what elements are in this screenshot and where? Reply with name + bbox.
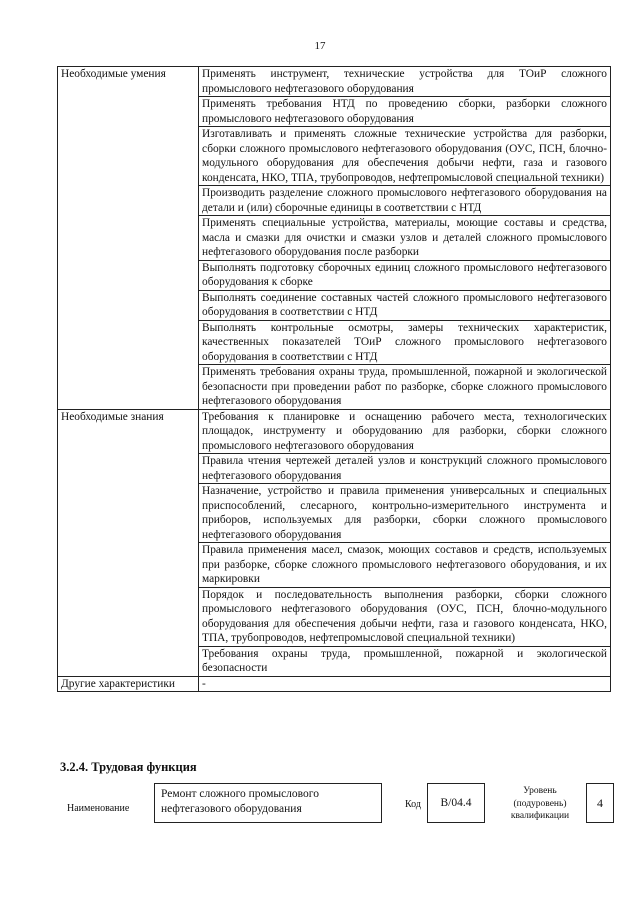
name-label: Наименование (67, 803, 130, 814)
level-value: 4 (586, 783, 614, 823)
section-label: Другие характеристики (58, 676, 199, 692)
requirement-cell: Применять инструмент, технические устройства для ТОиР сложного промыслового нефтегазового оборудования (199, 67, 611, 97)
requirement-cell: Выполнять соединение составных частей сложного промыслового нефтегазового оборудования в соответствии с НТД (199, 290, 611, 320)
page-number: 17 (314, 40, 326, 52)
code-label: Код (405, 799, 421, 810)
requirement-cell: Выполнять контрольные осмотры, замеры технических характеристик, качественных показателей ТОиР сложного промыслового нефтегазового оборудования в соответствии с НТД (199, 320, 611, 365)
level-label: Уровень (подуровень) квалификации (510, 786, 570, 821)
requirement-cell: Порядок и последовательность выполнения разборки, сборки сложного промыслового нефтегазового оборудования (ОУС, ПСН, блочно-модульного оборудования для обеспечения добычи нефти, газа и газового конденсата, НКО, ТПА, трубопроводов, нефтепромысловой специальной техники) (199, 587, 611, 646)
labor-function-header (60, 783, 620, 843)
requirement-cell: Производить разделение сложного промыслового нефтегазового оборудования на детали и (или) сборочные единицы в соответствии с НТД (199, 186, 611, 216)
requirement-cell: Правила применения масел, смазок, моющих составов и средств, используемых при разборке, сборке сложного промыслового нефтегазового оборудования, и их маркировки (199, 543, 611, 588)
code-value: В/04.4 (427, 783, 485, 823)
section-title: 3.2.4. Трудовая функция (60, 760, 197, 774)
requirement-cell: Применять требования НТД по проведению сборки, разборки сложного промыслового нефтегазового оборудования (199, 97, 611, 127)
requirement-cell: Требования к планировке и оснащению рабочего места, технологических площадок, инструменту и оборудованию для разборки, сборки сложного промыслового нефтегазового оборудования (199, 409, 611, 454)
table-row (58, 409, 611, 454)
table-row (58, 676, 611, 692)
requirement-cell: Применять специальные устройства, материалы, моющие составы и средства, масла и смазки для очистки и смазки узлов и деталей сложного промыслового нефтегазового оборудования после разборки (199, 216, 611, 261)
name-value: Ремонт сложного промыслового нефтегазового оборудования (154, 783, 382, 823)
requirement-cell: Выполнять подготовку сборочных единиц сложного промыслового нефтегазового оборудования к сборке (199, 260, 611, 290)
competency-table (57, 66, 611, 692)
requirement-cell: Правила чтения чертежей деталей узлов и конструкций сложного промыслового нефтегазового оборудования (199, 454, 611, 484)
requirement-cell: - (199, 676, 611, 692)
requirement-cell: Применять требования охраны труда, промышленной, пожарной и экологической безопасности при проведении работ по разборке, сборке сложного промыслового нефтегазового оборудования (199, 365, 611, 410)
section-label: Необходимые знания (58, 409, 199, 676)
table-row (58, 67, 611, 97)
section-label: Необходимые умения (58, 67, 199, 410)
requirement-cell: Изготавливать и применять сложные технические устройства для разборки, сборки сложного промыслового нефтегазового оборудования (ОУС, ПСН, блочно-модульного оборудования для обеспечения добычи нефти, газа и газового конденсата, НКО, ТПА, трубопроводов, нефтепромысловой специальной техники) (199, 127, 611, 186)
requirement-cell: Требования охраны труда, промышленной, пожарной и экологической безопасности (199, 646, 611, 676)
requirement-cell: Назначение, устройство и правила применения универсальных и специальных приспособлений, слесарного, контрольно-измерительного инструмента и приборов, используемых для разборки, сборки сложного промыслового нефтегазового оборудования (199, 484, 611, 543)
